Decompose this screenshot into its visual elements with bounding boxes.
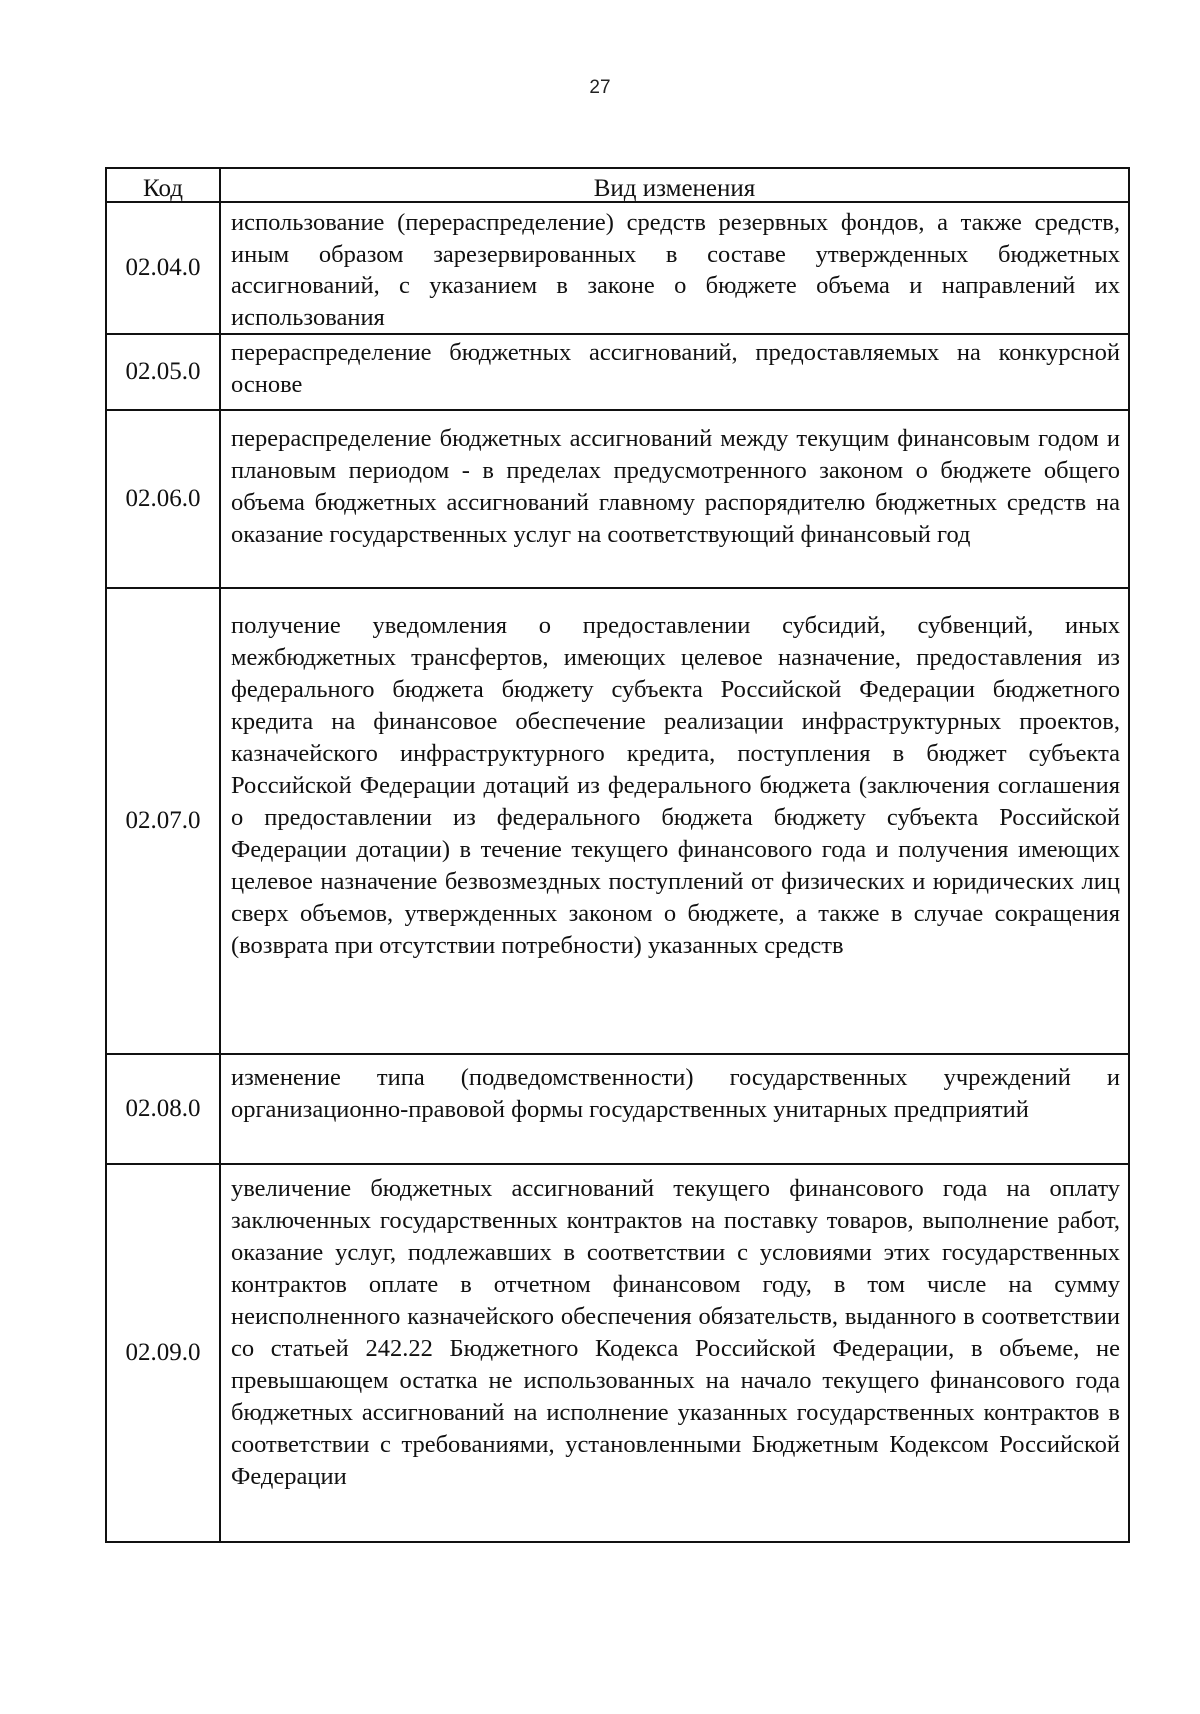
row-description-cell [220,334,1129,410]
row-description: перераспределение бюджетных ассигнований между текущим финансовым годом и плановым периодом - в пределах предусмотренного законом о бюджете общего объема бюджетных ассигнований главному распорядителю бюджетных средств на оказание государственных услуг на соответствующий финансовый год [231,425,1120,548]
table-header-row [106,168,1129,202]
row-description-cell [220,202,1129,334]
row-description: изменение типа (подведомственности) государственных учреждений и организационно-правовой формы государственных унитарных предприятий [231,1064,1120,1123]
row-code: 02.08.0 [106,1054,220,1164]
table-row [106,1164,1129,1542]
table-row [106,588,1129,1054]
row-description: получение уведомления о предоставлении субсидий, субвенций, иных межбюджетных трансфертов, имеющих целевое назначение, предоставления из федерального бюджета бюджету субъекта Российской Федерации бюджетного кредита на финансовое обеспечение реализации инфраструктурных проектов, казначейского инфраструктурного кредита, поступления в бюджет субъекта Российской Федерации дотаций из федерального бюджета (заключения соглашения о предоставлении из федерального бюджета бюджету субъекта Российской Федерации дотации) в течение текущего финансового года и получения имеющих целевое назначение безвозмездных поступлений от физических и юридических лиц сверх объемов, утвержденных законом о бюджете, а также в случае сокращения (возврата при отсутствии потребности) указанных средств [231,612,1120,959]
row-code: 02.04.0 [106,202,220,334]
row-description: увеличение бюджетных ассигнований текущего финансового года на оплату заключенных государственных контрактов на поставку товаров, выполнение работ, оказание услуг, подлежавших в соответствии с условиями этих государственных контрактов оплате в отчетном финансовом году, в том числе на сумму неисполненного казначейского обеспечения обязательств, выданного в соответствии со статьей 242.22 Бюджетного Кодекса Российской Федерации, в объеме, не превышающем остатка не использованных на начало текущего финансового года бюджетных ассигнований на исполнение указанных государственных контрактов в соответствии с требованиями, установленными Бюджетным Кодексом Российской Федерации [231,1175,1120,1490]
table-row [106,410,1129,588]
column-header-code: Код [106,168,220,202]
page-number: 27 [589,77,611,98]
changes-table [105,167,1130,1543]
row-description: перераспределение бюджетных ассигнований, предоставляемых на конкурсной основе [231,339,1120,398]
row-code: 02.09.0 [106,1164,220,1542]
row-code: 02.07.0 [106,588,220,1054]
table-row [106,1054,1129,1164]
row-code: 02.06.0 [106,410,220,588]
row-description-cell [220,1164,1129,1542]
table-row [106,334,1129,410]
row-description-cell [220,410,1129,588]
row-code: 02.05.0 [106,334,220,410]
table-row [106,202,1129,334]
row-description-cell [220,1054,1129,1164]
row-description-cell [220,588,1129,1054]
row-description: использование (перераспределение) средств резервных фондов, а также средств, иным образом зарезервированных в составе утвержденных бюджетных ассигнований, с указанием в законе о бюджете объема и направлений их использования [231,209,1120,331]
column-header-description: Вид изменения [220,168,1129,202]
